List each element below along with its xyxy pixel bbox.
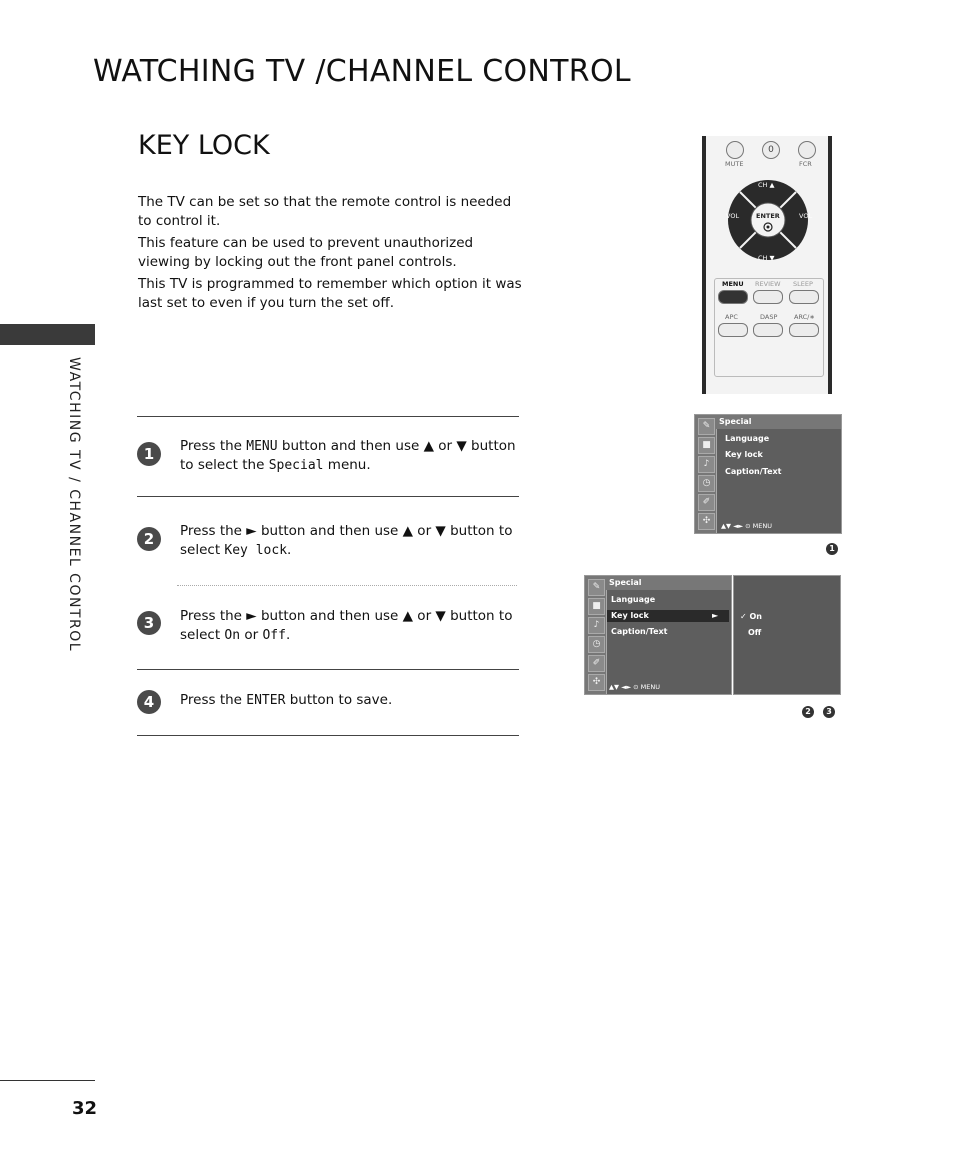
step-number-2: 2 bbox=[137, 527, 161, 551]
step-divider bbox=[137, 735, 519, 736]
osd-item-language: Language bbox=[611, 595, 656, 604]
ch-up-label: CH ▲ bbox=[758, 181, 775, 189]
callout-badge-2: 2 bbox=[802, 706, 814, 718]
osd-submenu-panel bbox=[733, 575, 841, 695]
remote-control-illustration bbox=[702, 136, 832, 394]
intro-paragraph-1: The TV can be set so that the remote control is needed to control it. bbox=[138, 194, 512, 229]
setup-icon: ✣ bbox=[698, 513, 715, 530]
time-icon: ◷ bbox=[698, 475, 715, 492]
apc-button bbox=[718, 323, 748, 337]
review-label: REVIEW bbox=[755, 280, 781, 288]
mute-button bbox=[726, 141, 744, 159]
step-2-text: Press the ► button and then use ▲ or ▼ button to select Key lock. bbox=[180, 523, 513, 558]
fcr-label: FCR bbox=[799, 160, 812, 168]
step-1-text: Press the MENU button and then use ▲ or ▼ button to select the Special menu. bbox=[180, 438, 516, 473]
osd-item-caption-text: Caption/Text bbox=[725, 467, 782, 476]
menu-button bbox=[718, 290, 748, 304]
step-4-text: Press the ENTER button to save. bbox=[180, 692, 393, 708]
vol-right-label: VOL bbox=[799, 212, 813, 220]
arc-button bbox=[789, 323, 819, 337]
intro-paragraph-2: This feature can be used to prevent unauthorized viewing by locking out the front panel controls. bbox=[138, 235, 474, 270]
osd-special-menu-1 bbox=[694, 414, 842, 534]
step-number-4: 4 bbox=[137, 690, 161, 714]
callout-badge-3: 3 bbox=[823, 706, 835, 718]
step-divider bbox=[137, 669, 519, 670]
mute-label: MUTE bbox=[725, 160, 744, 168]
step-divider bbox=[137, 496, 519, 497]
osd-item-key-lock: Key lock bbox=[611, 611, 649, 620]
osd-item-language: Language bbox=[725, 434, 770, 443]
callout-badge-1: 1 bbox=[826, 543, 838, 555]
arc-label: ARC/∗ bbox=[794, 313, 815, 321]
dasp-label: DASP bbox=[760, 313, 778, 321]
picture-icon: ✎ bbox=[698, 418, 715, 435]
osd-footer-hints: ▲▼ ◄► ⊙ MENU bbox=[721, 522, 772, 530]
menu-label: MENU bbox=[722, 280, 744, 288]
osd-footer-hints: ▲▼ ◄► ⊙ MENU bbox=[609, 683, 660, 691]
time-icon: ◷ bbox=[588, 636, 605, 653]
section-title: KEY LOCK bbox=[138, 130, 270, 161]
page-title: WATCHING TV /CHANNEL CONTROL bbox=[93, 54, 631, 89]
review-button bbox=[753, 290, 783, 304]
sleep-button bbox=[789, 290, 819, 304]
side-chapter-label: WATCHING TV / CHANNEL CONTROL bbox=[66, 357, 82, 653]
osd-icon-column bbox=[695, 415, 717, 533]
zero-button: 0 bbox=[762, 141, 780, 159]
screen-icon: ■ bbox=[698, 437, 715, 454]
step-divider-dotted bbox=[177, 585, 517, 586]
step-number-1: 1 bbox=[137, 442, 161, 466]
step-3-text: Press the ► button and then use ▲ or ▼ button to select On or Off. bbox=[180, 608, 513, 643]
audio-icon: ♪ bbox=[588, 617, 605, 634]
osd-icon-column bbox=[585, 576, 607, 694]
dasp-button bbox=[753, 323, 783, 337]
sleep-label: SLEEP bbox=[793, 280, 813, 288]
osd-header: Special bbox=[609, 578, 642, 587]
ch-down-label: CH ▼ bbox=[758, 254, 775, 262]
audio-icon: ♪ bbox=[698, 456, 715, 473]
osd-option-on: ✓ On bbox=[740, 612, 762, 621]
enter-label: ENTER bbox=[756, 212, 780, 220]
setup-icon: ✣ bbox=[588, 674, 605, 691]
screen-icon: ■ bbox=[588, 598, 605, 615]
osd-submenu-arrow: ► bbox=[712, 611, 719, 620]
fcr-button bbox=[798, 141, 816, 159]
step-number-3: 3 bbox=[137, 611, 161, 635]
step-divider bbox=[137, 416, 519, 417]
special-icon: ✐ bbox=[698, 494, 715, 511]
side-tab-marker bbox=[0, 324, 95, 345]
osd-header: Special bbox=[719, 417, 752, 426]
osd-item-caption-text: Caption/Text bbox=[611, 627, 668, 636]
vol-left-label: VOL bbox=[726, 212, 740, 220]
intro-paragraph-3: This TV is programmed to remember which option it was last set to even if you turn the set off. bbox=[138, 276, 522, 311]
special-icon: ✐ bbox=[588, 655, 605, 672]
osd-special-menu-2 bbox=[584, 575, 732, 695]
osd-option-off: Off bbox=[748, 628, 762, 637]
picture-icon: ✎ bbox=[588, 579, 605, 596]
apc-label: APC bbox=[725, 313, 738, 321]
osd-item-key-lock: Key lock bbox=[725, 450, 763, 459]
page-number: 32 bbox=[72, 1098, 98, 1119]
footer-rule bbox=[0, 1080, 95, 1081]
